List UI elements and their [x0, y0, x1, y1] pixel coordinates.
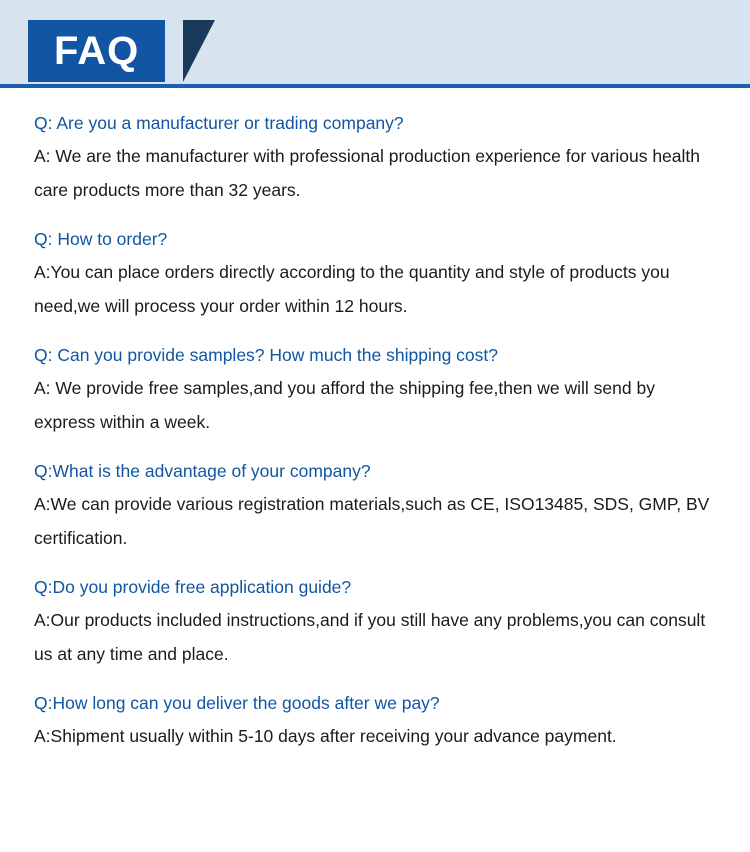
banner-accent-shape: [183, 20, 215, 82]
faq-answer: A: We are the manufacturer with professional production experience for various health care products more than 32 years.: [34, 146, 701, 200]
faq-item: [34, 340, 716, 439]
faq-answer: A: We provide free samples,and you afford the shipping fee,then we will send by express within a week.: [34, 378, 655, 432]
faq-list: [0, 88, 750, 753]
faq-item: [34, 108, 716, 207]
header-divider: [0, 84, 750, 88]
faq-answer: A:Our products included instructions,and if you still have any problems,you can consult us at any time and place.: [34, 610, 706, 664]
faq-item: [34, 456, 716, 555]
faq-question: Q:Do you provide free application guide?: [34, 577, 352, 597]
faq-answer: A:We can provide various registration materials,such as CE, ISO13485, SDS, GMP, BV certification.: [34, 494, 710, 548]
faq-item: [34, 688, 716, 753]
faq-answer: A:You can place orders directly according to the quantity and style of products you need,we will process your order within 12 hours.: [34, 262, 670, 316]
page-title: FAQ: [54, 29, 140, 73]
faq-item: [34, 224, 716, 323]
faq-header: [0, 0, 750, 88]
faq-question: Q:How long can you deliver the goods after we pay?: [34, 693, 440, 713]
faq-question: Q: How to order?: [34, 229, 168, 249]
faq-question: Q: Are you a manufacturer or trading company?: [34, 113, 404, 133]
faq-item: [34, 572, 716, 671]
faq-question: Q: Can you provide samples? How much the shipping cost?: [34, 345, 498, 365]
faq-question: Q:What is the advantage of your company?: [34, 461, 371, 481]
faq-answer: A:Shipment usually within 5-10 days after receiving your advance payment.: [34, 726, 617, 746]
faq-title-banner: [28, 20, 165, 82]
